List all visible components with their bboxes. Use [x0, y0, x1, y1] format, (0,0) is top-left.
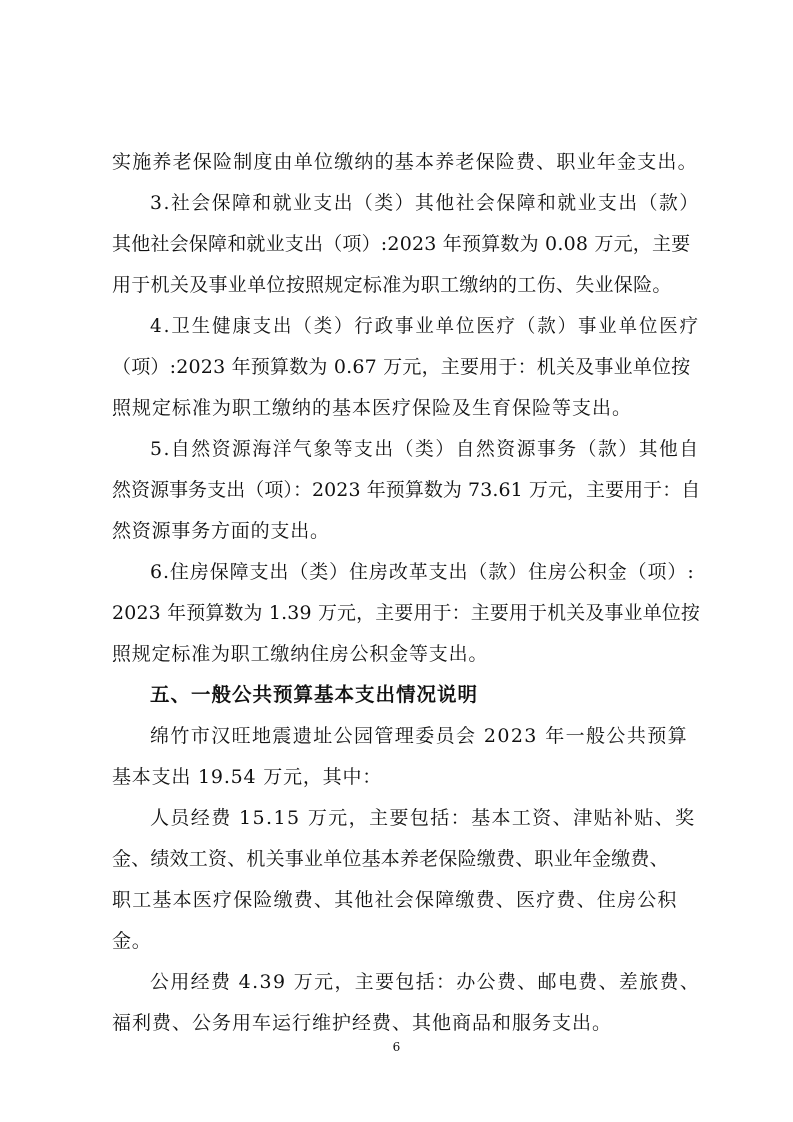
paragraph-line: 公用经费 4.39 万元，主要包括：办公费、邮电费、差旅费、	[150, 971, 701, 993]
paragraph-line: 照规定标准为职工缴纳的基本医疗保险及生育保险等支出。	[112, 397, 633, 419]
section-heading: 五、一般公共预算基本支出情况说明	[150, 683, 479, 706]
paragraph-line: 5.自然资源海洋气象等支出（类）自然资源事务（款）其他自	[150, 438, 700, 460]
paragraph-line: 实施养老保险制度由单位缴纳的基本养老保险费、职业年金支出。	[112, 151, 698, 173]
paragraph-line: 绵竹市汉旺地震遗址公园管理委员会 2023 年一般公共预算	[150, 725, 689, 747]
paragraph-line: 然资源事务支出（项）：2023 年预算数为 73.61 万元，主要用于：自	[112, 479, 701, 501]
paragraph-line: 3.社会保障和就业支出（类）其他社会保障和就业支出（款）	[150, 192, 700, 214]
paragraph-line: 然资源事务方面的支出。	[112, 520, 330, 542]
paragraph-line: 照规定标准为职工缴纳住房公积金等支出。	[112, 643, 489, 665]
paragraph-line: 职工基本医疗保险缴费、其他社会保障缴费、医疗费、住房公积	[112, 889, 678, 911]
paragraph-line: 2023 年预算数为 1.39 万元，主要用于：主要用于机关及事业单位按	[112, 602, 701, 624]
paragraph-line: 用于机关及事业单位按照规定标准为职工缴纳的工伤、失业保险。	[112, 274, 672, 296]
paragraph-line: 金、绩效工资、机关事业单位基本养老保险缴费、职业年金缴费、	[112, 848, 669, 870]
page-number: 6	[392, 1040, 401, 1054]
paragraph-line: 6.住房保障支出（类）住房改革支出（款）住房公积金（项）:	[150, 561, 695, 583]
paragraph-line: （项）:2023 年预算数为 0.67 万元，主要用于：机关及事业单位按	[112, 356, 691, 378]
paragraph-line: 基本支出 19.54 万元，其中：	[112, 766, 383, 788]
paragraph-line: 人员经费 15.15 万元，主要包括：基本工资、津贴补贴、奖	[150, 807, 696, 829]
paragraph-line: 金。	[112, 930, 152, 952]
paragraph-line: 其他社会保障和就业支出（项）:2023 年预算数为 0.08 万元，主要	[112, 233, 691, 255]
paragraph-line: 福利费、公务用车运行维护经费、其他商品和服务支出。	[112, 1012, 613, 1034]
paragraph-line: 4.卫生健康支出（类）行政事业单位医疗（款）事业单位医疗	[150, 315, 700, 337]
